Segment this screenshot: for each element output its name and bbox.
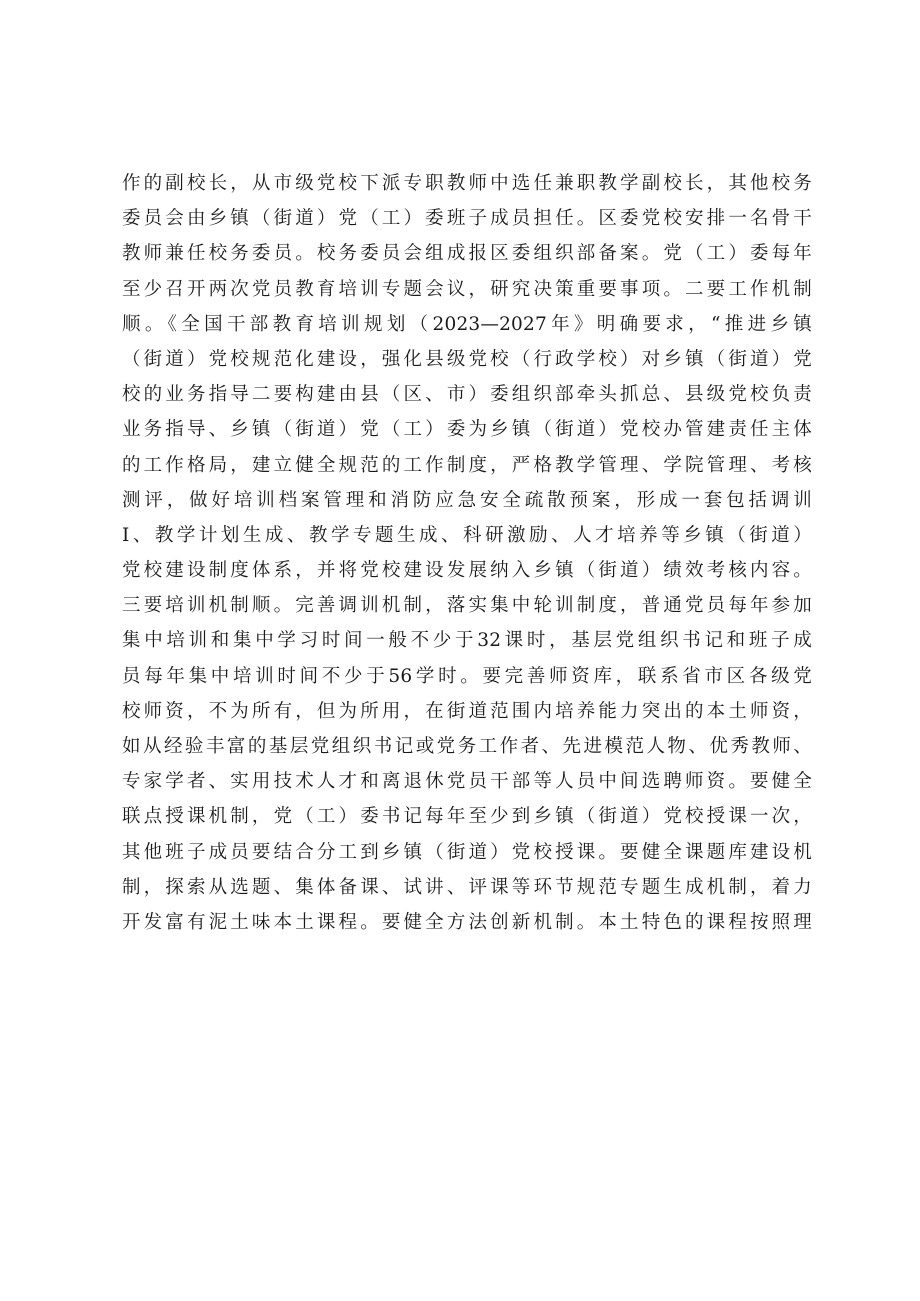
body-text [122, 166, 812, 940]
text-line: 如从经验丰富的基层党组织书记或党务工作者、先进模范人物、优秀教师、 [122, 736, 812, 757]
text-line: 员每年集中培训时间不少于56学时。要完善师资库，联系省市区各级党 [122, 665, 812, 687]
text-line: I、教学计划生成、教学专题生成、科研激励、人才培养等乡镇（街道） [122, 524, 812, 546]
text-line: 其他班子成员要结合分工到乡镇（街道）党校授课。要健全课题库建设机 [122, 841, 812, 863]
text-line: 测评，做好培训档案管理和消防应急安全疏散预案，形成一套包括调训 [122, 489, 812, 511]
text-line: 联点授课机制，党（工）委书记每年至少到乡镇（街道）党校授课一次， [122, 806, 812, 828]
text-line: 至少召开两次党员教育培训专题会议，研究决策重要事项。二要工作机制 [122, 278, 812, 300]
text-line: （街道）党校规范化建设，强化县级党校（行政学校）对乡镇（街道）党 [122, 348, 812, 370]
text-line: 的工作格局，建立健全规范的工作制度，严格教学管理、学院管理、考核 [122, 454, 812, 476]
text-line: 三要培训机制顺。完善调训机制，落实集中轮训制度，普通党员每年参加 [122, 595, 812, 617]
text-line: 委员会由乡镇（街道）党（工）委班子成员担任。区委党校安排一名骨干 [122, 208, 812, 230]
text-line: 制，探索从选题、集体备课、试讲、评课等环节规范专题生成机制，着力 [122, 876, 812, 898]
text-line: 校师资，不为所有，但为所用，在街道范围内培养能力突出的本土师资， [122, 700, 812, 722]
text-line: 集中培训和集中学习时间一般不少于32课时，基层党组织书记和班子成 [122, 630, 812, 652]
text-line: 业务指导、乡镇（街道）党（工）委为乡镇（街道）党校办管建责任主体 [122, 419, 812, 441]
text-line: 教师兼任校务委员。校务委员会组成报区委组织部备案。党（工）委每年 [122, 243, 812, 265]
text-line: 校的业务指导二要构建由县（区、市）委组织部牵头抓总、县级党校负责 [122, 384, 812, 406]
text-line: 党校建设制度体系，并将党校建设发展纳入乡镇（街道）绩效考核内容。 [122, 560, 812, 582]
text-line: 作的副校长，从市级党校下派专职教师中选任兼职教学副校长，其他校务 [122, 173, 812, 194]
text-line: 开发富有泥土味本土课程。要健全方法创新机制。本土特色的课程按照理 [122, 911, 812, 933]
text-line: 顺。《全国干部教育培训规划（2023—2027年》明确要求，“推进乡镇 [122, 313, 812, 335]
text-line: 专家学者、实用技术人才和离退休党员干部等人员中间选聘师资。要健全 [122, 771, 812, 793]
